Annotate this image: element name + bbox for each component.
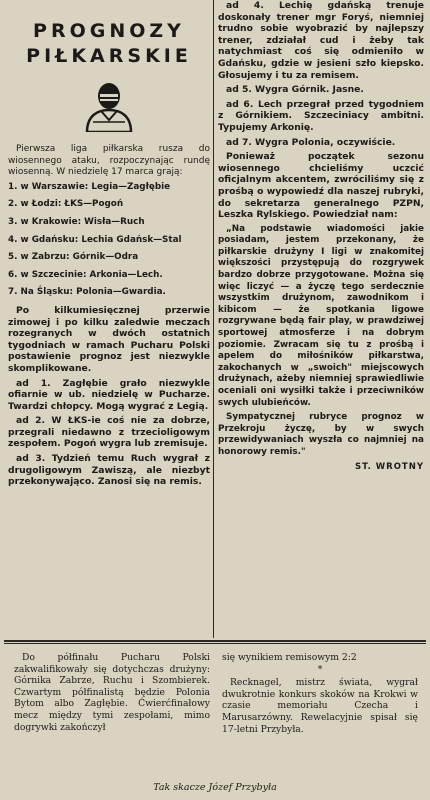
star-separator: * [317,663,323,675]
fixtures-list [8,182,210,299]
article-title-line1: PROGNOZY [33,20,185,42]
fixture-item: 6. w Szczecinie: Arkonia—Lech. [8,269,163,280]
fixture-item: 3. w Krakowie: Wisła—Ruch [8,216,145,227]
football-player-icon [81,78,137,132]
bottom-left-column [14,652,210,733]
prediction-ad6: ad 6. Lech przegrał przed tygodniem z Górnikiem. Szczeciniacy ambitni. Typujemy Arkonię. [218,98,424,133]
fixture-item: 1. w Warszawie: Legia—Zagłębie [8,181,171,192]
fixture-item: 7. Na Śląsku: Polonia—Gwardia. [8,287,166,298]
quote-paragraph: „Na podstawie wiadomości jakie posiadam, jestem przekonany, że piłkarskie drużyny I ligi w znakomitej większości przystępują do rozgrywek bardzo dobrze przygotowane. Można się więc liczyć — a życzę tego serdecznie wszystkim drużynom, zawodnikom i kibicom — że spotkania ligowe rozgrywane będą fair play, w prawdziwej sportowej atmosferze i na dobrym poziomie. Zwracam się tu z prośbą i apelem do miłośników piłkarstwa, zakochanych w „swoich" miejscowych drużynach, ażeby niemniej sprawiedliwie oceniali oni wysiłki także i przeciwników swych ulubieńców. [218,223,424,408]
fixture-item: 5. w Zabrzu: Górnik—Odra [8,252,139,263]
photo-caption: Tak skacze Józef Przybyła [153,782,277,793]
column-divider [213,0,214,638]
prediction-ad2: ad 2. W ŁKS-ie coś nie za dobrze, przegrali niedawno z trzecioligowym zespołem. Pogoń wygra lub zremisuje. [8,415,210,450]
break-paragraph: Po kilkumiesięcznej przerwie zimowej i po kilku zaledwie meczach rozegranych w dwóch ostatnich tygodniach w ramach Pucharu Polski postawienie prognoz jest niezwykle skomplikowane. [8,304,210,374]
intro-paragraph: Pierwsza liga piłkarska rusza do wiosennego ataku, rozpoczynając rundę wiosenną. W niedzielę 17 marca grają: [8,144,210,178]
prediction-ad5: ad 5. Wygra Górnik. Jasne. [226,84,364,96]
prediction-ad4: ad 4. Lechię gdańską trenuje doskonały trener mgr Foryś, niemniej trudno sobie wyobrazić by najlepszy trener, zdziałał cud i żeby tak natychmiast coś się odmieniło w Gdańsku, gdzie w jesieni szło kiepsko. Głosujemy i tu za remisem. [218,0,424,81]
prediction-ad7: ad 7. Wygra Polonia, oczywiście. [226,136,396,148]
left-column [8,8,210,491]
cup-paragraph: Do półfinału Pucharu Polski zakwalifikowały się dotychczas drużyny: Górnika Zabrze, Ruchu i Szombierek. Czwartym półfinalistą będzie Polonia Bytom albo Zagłębie. Ćwierćfinałowy mecz między tymi zespołami, mimo dogrywki zakończył [14,652,210,733]
right-column [218,0,424,473]
article-title-line2: PIŁKARSKIE [26,45,192,67]
sympathy-paragraph: Sympatycznej rubryce prognoz w Przekroju życzę, by w swych przewidywaniach wyszła co najmniej na honorowy remis." [218,412,424,457]
season-paragraph: Ponieważ początek sezonu wiosennego chcieliśmy uczcić oficjalnym akcentem, zwróciliśmy się z prośbą o wypowiedź dla naszej rubryki, do sekretarza generalnego PZPN, Leszka Rylskiego. Powiedział nam: [218,151,424,221]
prediction-ad3: ad 3. Tydzień temu Ruch wygrał z drugoligowym Zawiszą, ale niezbyt przekonywająco. Zanosi się na remis. [8,453,210,488]
section-divider [4,640,426,642]
cup-result-line: się wynikiem remisowym 2:2 [222,652,357,663]
bottom-right-column [222,652,418,735]
fixture-item: 2. w Łodzi: ŁKS—Pogoń [8,199,124,210]
section-divider-thin [4,643,426,644]
fixture-item: 4. w Gdańsku: Lechia Gdańsk—Stal [8,234,182,245]
prediction-ad1: ad 1. Zagłębie grało niezwykle ofiarnie w ub. niedzielę w Pucharze. Twardzi chłopcy. Mogą wygrać z Legią. [8,377,210,412]
author-signature: ST. WROTNY [354,461,424,472]
ski-jump-paragraph: Recknagel, mistrz świata, wygrał dwukrotnie konkurs skoków na Krokwi w czasie memoriału Czecha i Marusarzówny. Rewelacyjnie spisał się 17-letni Przybyła. [222,677,418,735]
